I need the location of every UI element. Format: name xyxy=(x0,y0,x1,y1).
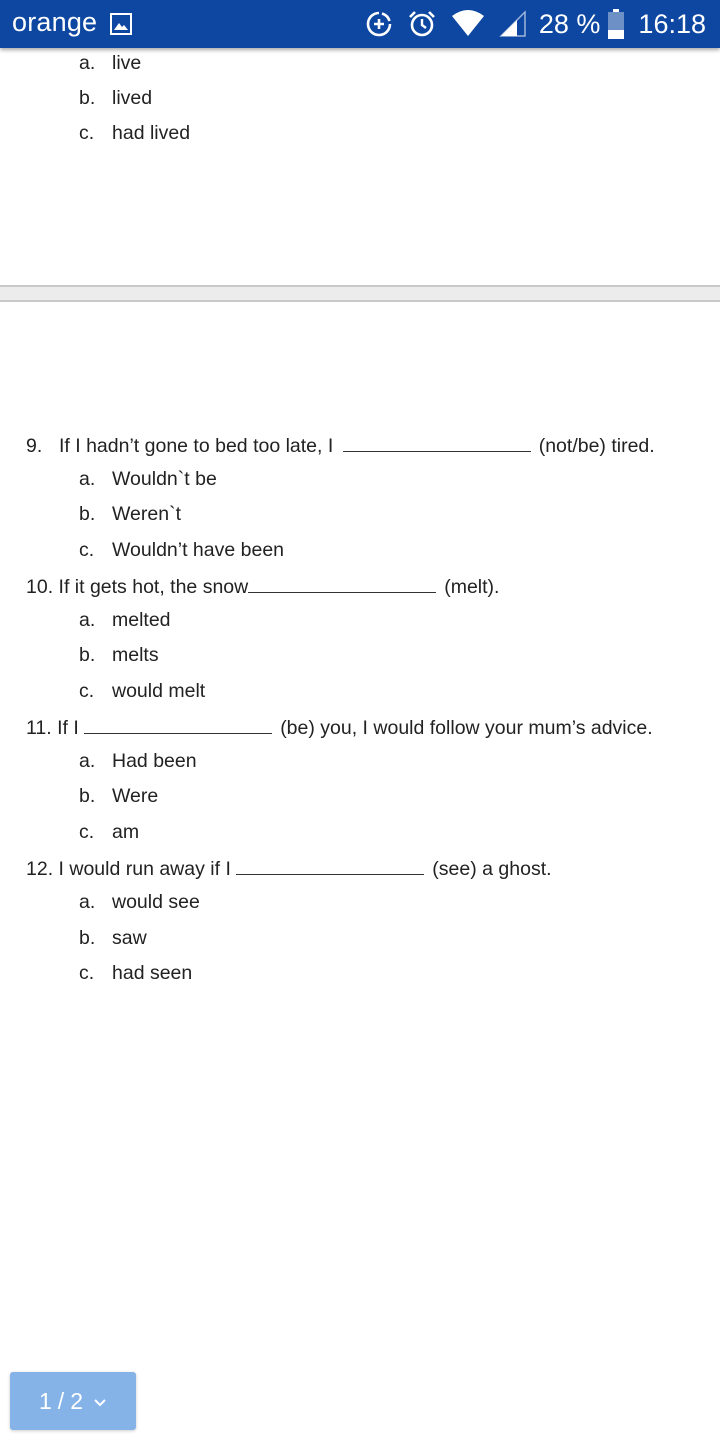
option-text: lived xyxy=(112,87,153,109)
question-text-after: (not/be) tired. xyxy=(538,435,655,457)
option-letter: a. xyxy=(79,468,96,490)
question-12 xyxy=(26,855,552,881)
option-text: melted xyxy=(112,609,171,631)
option-text: live xyxy=(112,52,142,74)
option xyxy=(79,820,139,844)
page-separator xyxy=(0,285,720,302)
option-text: Wouldn’t have been xyxy=(112,539,285,561)
option-letter: b. xyxy=(79,503,96,525)
option-text: Had been xyxy=(112,750,197,772)
document-page-1 xyxy=(0,48,720,285)
option xyxy=(79,643,159,667)
battery-icon xyxy=(608,9,624,39)
answer-blank xyxy=(84,714,272,734)
option-letter: a. xyxy=(79,609,96,631)
question-text-before: If I hadn’t gone to bed too late, I xyxy=(59,435,334,457)
option-letter: b. xyxy=(79,785,96,807)
question-text-before: If it gets hot, the snow xyxy=(58,576,249,598)
option xyxy=(79,121,190,145)
option-letter: a. xyxy=(79,750,96,772)
battery-percent: 28 % xyxy=(538,8,601,39)
question-number: 10. xyxy=(26,576,54,598)
current-page: 1 xyxy=(39,1387,52,1414)
option xyxy=(79,502,181,526)
option xyxy=(79,784,158,808)
signal-icon xyxy=(499,10,527,38)
document-page-2 xyxy=(0,302,720,1440)
gallery-icon xyxy=(109,12,133,36)
question-number: 11. xyxy=(26,717,52,739)
option xyxy=(79,538,284,562)
option-text: Weren`t xyxy=(112,503,181,525)
answer-blank xyxy=(236,855,424,875)
option xyxy=(79,51,141,75)
option-text: Wouldn`t be xyxy=(112,468,217,490)
data-saver-icon xyxy=(365,10,393,38)
option-text: am xyxy=(112,821,140,843)
question-11 xyxy=(26,714,653,740)
option-letter: c. xyxy=(79,821,95,843)
option-letter: c. xyxy=(79,680,95,702)
question-text-before: If I xyxy=(57,717,79,739)
clock: 16:18 xyxy=(638,8,706,39)
question-text-before: I would run away if I xyxy=(58,858,231,880)
option-text: saw xyxy=(112,927,147,949)
option-text: would see xyxy=(112,891,200,913)
question-number: 9. xyxy=(26,435,43,457)
option-letter: b. xyxy=(79,87,96,109)
option-text: had lived xyxy=(112,122,191,144)
option xyxy=(79,608,171,632)
option xyxy=(79,679,205,703)
question-text-after: (melt). xyxy=(444,576,500,598)
option-letter: a. xyxy=(79,891,96,913)
chevron-down-icon xyxy=(93,1398,107,1408)
page-separator-slash: / xyxy=(57,1387,65,1414)
page-indicator-button[interactable] xyxy=(10,1372,136,1430)
option-text: Were xyxy=(112,785,159,807)
option xyxy=(79,961,192,985)
option xyxy=(79,926,147,950)
option-text: would melt xyxy=(112,680,206,702)
wifi-icon xyxy=(451,10,485,38)
option-text: melts xyxy=(112,644,159,666)
answer-blank xyxy=(248,573,436,593)
option-letter: c. xyxy=(79,122,95,144)
status-bar xyxy=(0,0,720,48)
answer-blank xyxy=(343,432,531,452)
option-letter: b. xyxy=(79,644,96,666)
option-text: had seen xyxy=(112,962,193,984)
question-9 xyxy=(26,432,655,458)
question-text-after: (see) a ghost. xyxy=(432,858,552,880)
total-pages: 2 xyxy=(70,1387,83,1414)
option xyxy=(79,749,197,773)
option-letter: a. xyxy=(79,52,96,74)
question-number: 12. xyxy=(26,858,54,880)
option xyxy=(79,467,217,491)
carrier-name: orange xyxy=(12,7,98,37)
option-letter: b. xyxy=(79,927,96,949)
alarm-icon xyxy=(407,9,437,39)
option xyxy=(79,890,200,914)
option-letter: c. xyxy=(79,539,95,561)
option xyxy=(79,86,152,110)
question-10 xyxy=(26,573,499,599)
question-text-after: (be) you, I would follow your mum’s advice. xyxy=(280,717,653,739)
option-letter: c. xyxy=(79,962,95,984)
